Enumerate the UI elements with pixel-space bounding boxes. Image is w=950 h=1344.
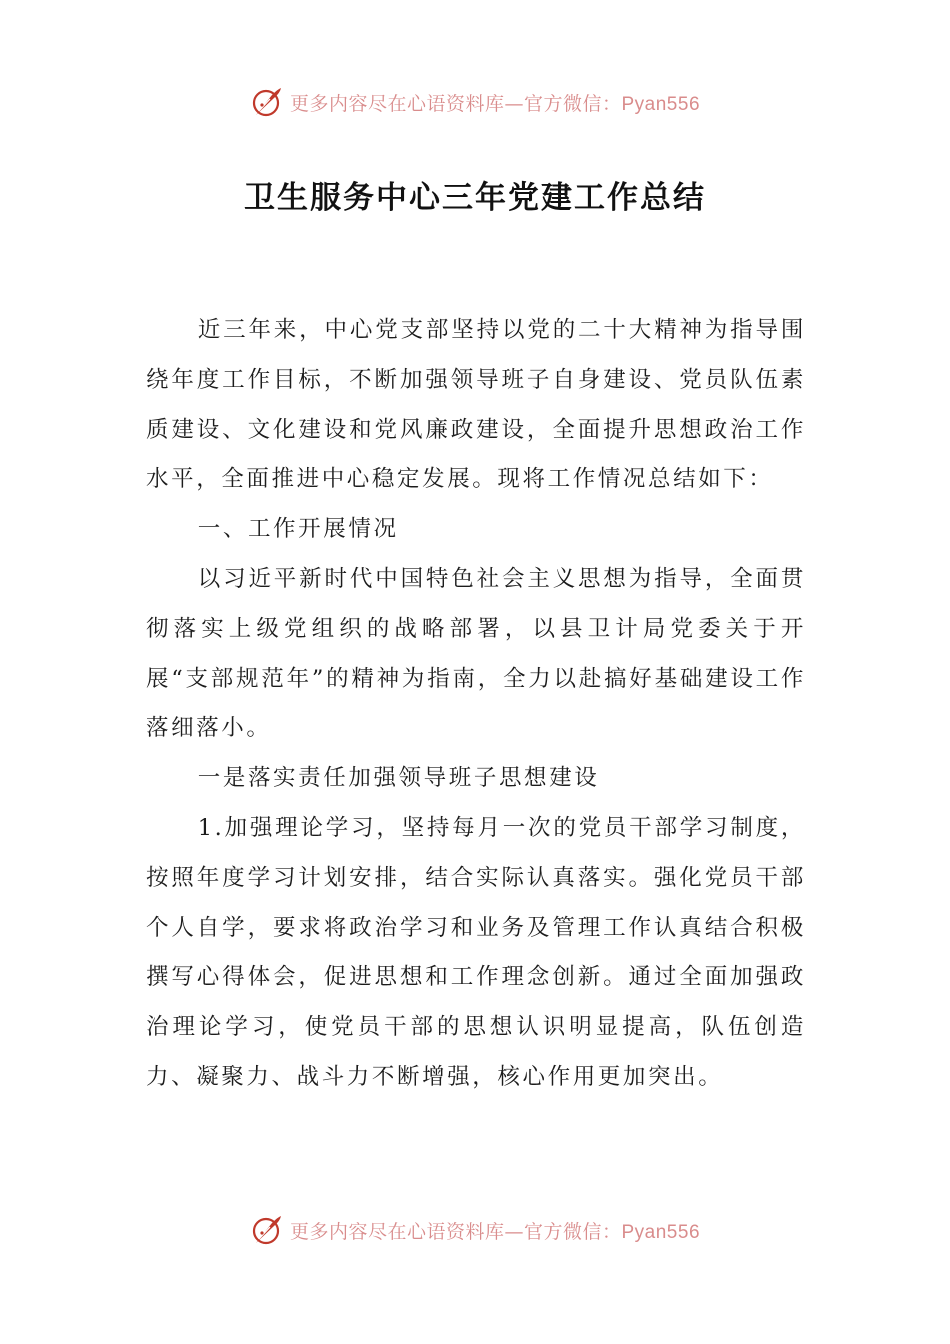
paragraph-item-1: 1.加强理论学习，坚持每月一次的党员干部学习制度，按照年度学习计划安排，结合实际认真落实。强化党员干部个人自学，要求将政治学习和业务及管理工作认真结合积极撰写心得体会，促进思想和工作理念创新。通过全面加强政治理论学习，使党员干部的思想认识明显提高，队伍创造力、凝聚力、战斗力不断增强，核心作用更加突出。 bbox=[146, 814, 806, 1090]
header-banner bbox=[0, 82, 950, 122]
wechat-id: Pyan556 bbox=[621, 93, 701, 115]
document-title: 卫生服务中心三年党建工作总结 bbox=[244, 180, 706, 216]
section-heading-1: 一、工作开展情况 bbox=[197, 516, 399, 543]
quill-logo-icon bbox=[250, 1213, 284, 1247]
wechat-id: Pyan556 bbox=[621, 1221, 701, 1243]
document-body bbox=[146, 306, 806, 1103]
quill-logo-icon bbox=[250, 85, 284, 119]
paragraph-intro: 近三年来，中心党支部坚持以党的二十大精神为指导围绕年度工作目标，不断加强领导班子自身建设、党员队伍素质建设、文化建设和党风廉政建设，全面提升思想政治工作水平，全面推进中心稳定发展。现将工作情况总结如下： bbox=[146, 317, 806, 493]
banner-text: 更多内容尽在心语资料库—官方微信：Pyan556 bbox=[289, 92, 701, 115]
footer-banner bbox=[0, 1210, 950, 1250]
subsection-heading-1: 一是落实责任加强领导班子思想建设 bbox=[197, 765, 600, 792]
banner-text: 更多内容尽在心语资料库—官方微信：Pyan556 bbox=[289, 1220, 701, 1243]
paragraph-guidance: 以习近平新时代中国特色社会主义思想为指导，全面贯彻落实上级党组织的战略部署，以县卫计局党委关于开展“支部规范年”的精神为指南，全力以赴搞好基础建设工作落细落小。 bbox=[146, 565, 806, 742]
